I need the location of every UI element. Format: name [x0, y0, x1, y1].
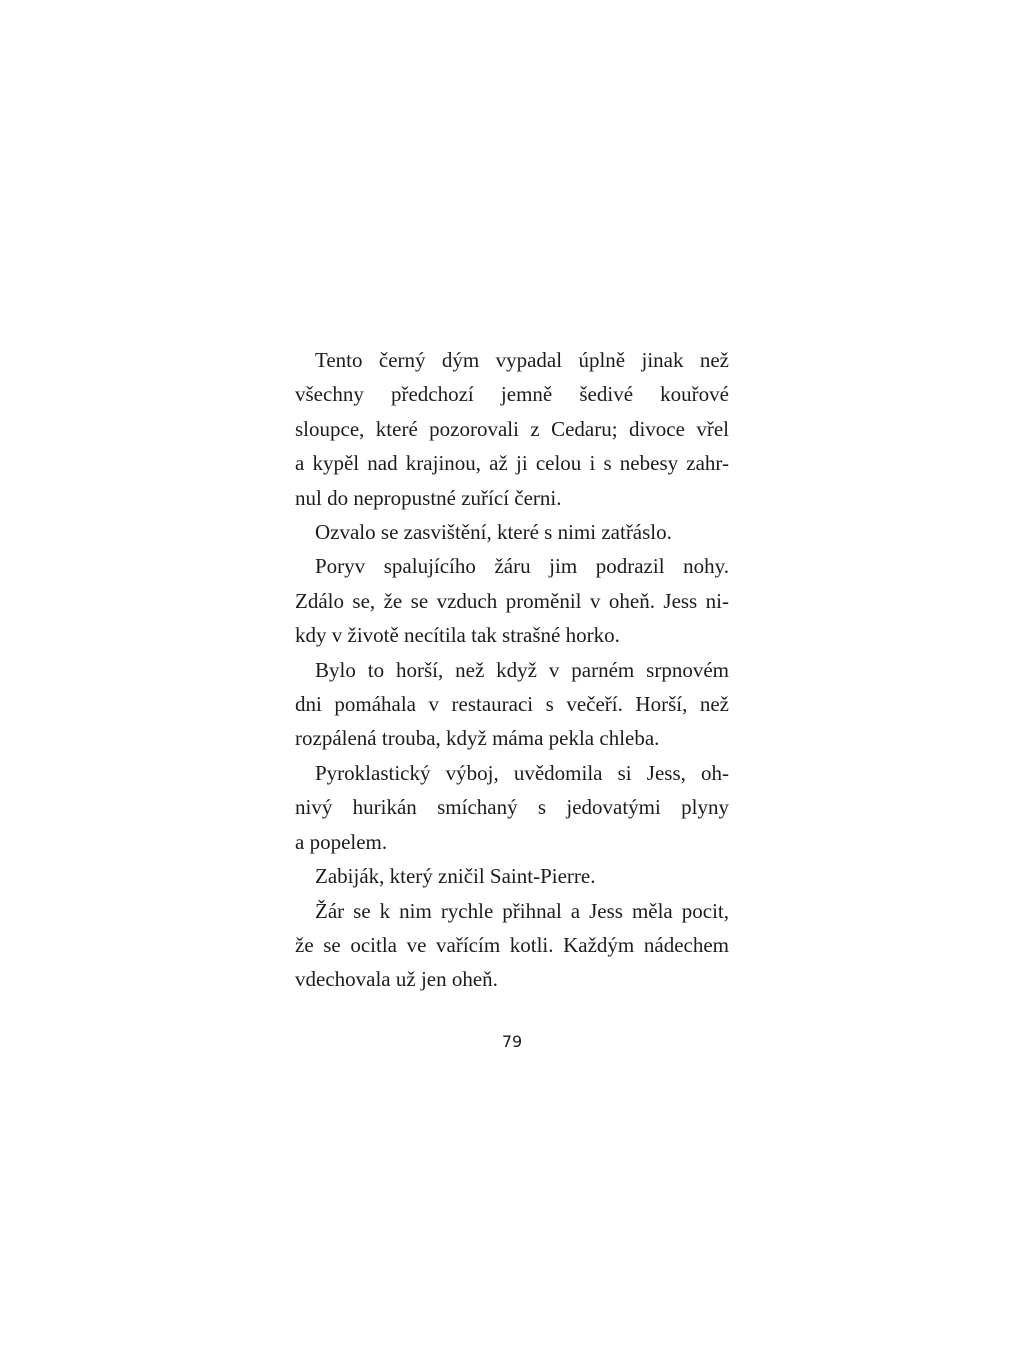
text-line: Poryv spalujícího žáru jim podrazil nohy.: [315, 554, 729, 579]
text-line: sloupce, které pozorovali z Cedaru; divoce vřel: [295, 416, 729, 441]
text-line: vdechovala už jen oheň.: [295, 967, 498, 992]
text-line: Ozvalo se zasvištění, které s nimi zatřáslo.: [315, 520, 672, 545]
paragraph: [295, 653, 729, 756]
paragraph: [295, 549, 729, 652]
paragraph: [295, 859, 729, 893]
text-line: kdy v životě necítila tak strašné horko.: [295, 623, 620, 648]
paragraph: [295, 756, 729, 859]
body-text: [295, 343, 729, 997]
text-line: Zdálo se, že se vzduch proměnil v oheň. Jess ni-: [295, 588, 729, 613]
text-line: Žár se k nim rychle přihnal a Jess měla pocit,: [315, 898, 729, 923]
page-number: 79: [501, 1032, 523, 1051]
text-line: Pyroklastický výboj, uvědomila si Jess, oh-: [315, 760, 729, 785]
text-line: Bylo to horší, než když v parném srpnovém: [315, 657, 729, 682]
text-line: Tento černý dým vypadal úplně jinak než: [315, 348, 729, 372]
paragraph: [295, 894, 729, 997]
text-line: rozpálená trouba, když máma pekla chleba.: [295, 726, 660, 751]
text-line: a popelem.: [295, 829, 388, 854]
text-line: že se ocitla ve vařícím kotli. Každým nádechem: [295, 932, 729, 957]
text-line: nul do nepropustné zuřící černi.: [295, 485, 562, 510]
text-line: dni pomáhala v restauraci s večeří. Horší, než: [295, 692, 729, 717]
text-line: všechny předchozí jemně šedivé kouřové: [295, 382, 729, 407]
text-line: Zabiják, který zničil Saint-Pierre.: [315, 864, 596, 889]
paragraph: [295, 343, 729, 515]
text-line: nivý hurikán smíchaný s jedovatými plyny: [295, 795, 729, 820]
paragraph: [295, 515, 729, 549]
text-line: a kypěl nad krajinou, až ji celou i s nebesy zahr-: [295, 451, 729, 476]
